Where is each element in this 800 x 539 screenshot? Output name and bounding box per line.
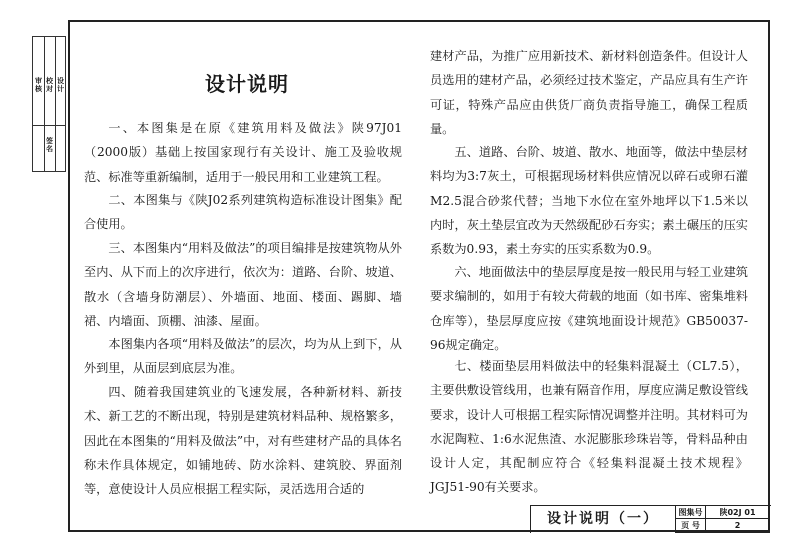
- paragraph-6: 六、地面做法中的垫层厚度是按一般民用与轻工业建筑要求编制的，如用于有较大荷载的地面（如书库、密集堆料仓库等），垫层厚度应按《建筑地面设计规范》GB50037-96规定确定。: [430, 265, 748, 352]
- strip-label-check: 校对: [46, 76, 53, 93]
- sheet-title: 设计说明（一）: [547, 511, 659, 527]
- paragraph-3-note: 本图集内各项“用料及做法”的层次，均为从上到下，从外到里，从面层到底层为准。: [84, 337, 402, 376]
- title-block-grid: [675, 506, 772, 533]
- signature-strip: [32, 36, 66, 172]
- paragraph-4-continued: 建材产品，为推广应用新技术、新材料创造条件。但设计人员选用的建材产品，必须经过技术鉴定，产品应具有生产许可证，特殊产品应由供货厂商负责指导施工，确保工程质量。: [430, 49, 748, 136]
- paragraph-4: 四、随着我国建筑业的飞速发展，各种新材料、新技术、新工艺的不断出现，特别是建筑材料品种、规格繁多，因此在本图集的“用料及做法”中，对有些建材产品的具体名称未作具体规定，如铺地砖、防水涂料、建筑胶、界面剂等，意使设计人员应根据工程实际，灵活选用合适的: [84, 385, 402, 497]
- strip-label-design: 设计: [57, 76, 64, 93]
- paragraph-2: 二、本图集与《陕J02系列建筑构造标准设计图集》配合使用。: [84, 193, 402, 232]
- paragraph-5: 五、道路、台阶、坡道、散水、地面等，做法中垫层材料均为3:7灰土，可根据现场材料供应情况以碎石或卵石灌M2.5混合砂浆代替；当地下水位在室外地坪以下1.5米以内时，灰土垫层宜改为天然级配砂石夯实；素土碾压的压实系数为0.93，素土夯实的压实系数为0.9。: [430, 145, 748, 257]
- page-number: 2: [706, 519, 770, 533]
- paragraph-7: 七、楼面垫层用料做法中的轻集料混凝土（CL7.5），主要供敷设管线用，也兼有隔音作用，厚度应满足敷设管线要求，设计人可根据工程实际情况调整并注明。其材料可为水泥陶粒、1:6水泥焦渣、水泥膨胀珍珠岩等，骨料品种由设计人定，其配制应符合《轻集料混凝土技术规程》JGJ51-90有关要求。: [430, 359, 748, 495]
- title-block: [530, 505, 771, 533]
- paragraph-1: 一、本图集是在原《建筑用料及做法》陕97J01（2000版）基础上按国家现行有关设计、施工及验收规范、标准等重新编制，适用于一般民用和工业建筑工程。: [84, 121, 402, 184]
- paragraph-3: 三、本图集内“用料及做法”的项目编排是按建筑物从外至内、从下而上的次序进行，依次为：道路、台阶、坡道、散水（含墙身防潮层）、外墙面、地面、楼面、踢脚、墙裙、内墙面、顶棚、油漆、屋面。: [84, 241, 402, 328]
- strip-label-sign: 签名: [46, 136, 53, 153]
- strip-label-review: 审核: [35, 76, 42, 93]
- page-label: 页 号: [676, 519, 706, 533]
- page-title: 设计说明: [205, 72, 289, 96]
- atlas-label: 图集号: [676, 506, 706, 519]
- atlas-number: 陕02J 01: [706, 506, 770, 519]
